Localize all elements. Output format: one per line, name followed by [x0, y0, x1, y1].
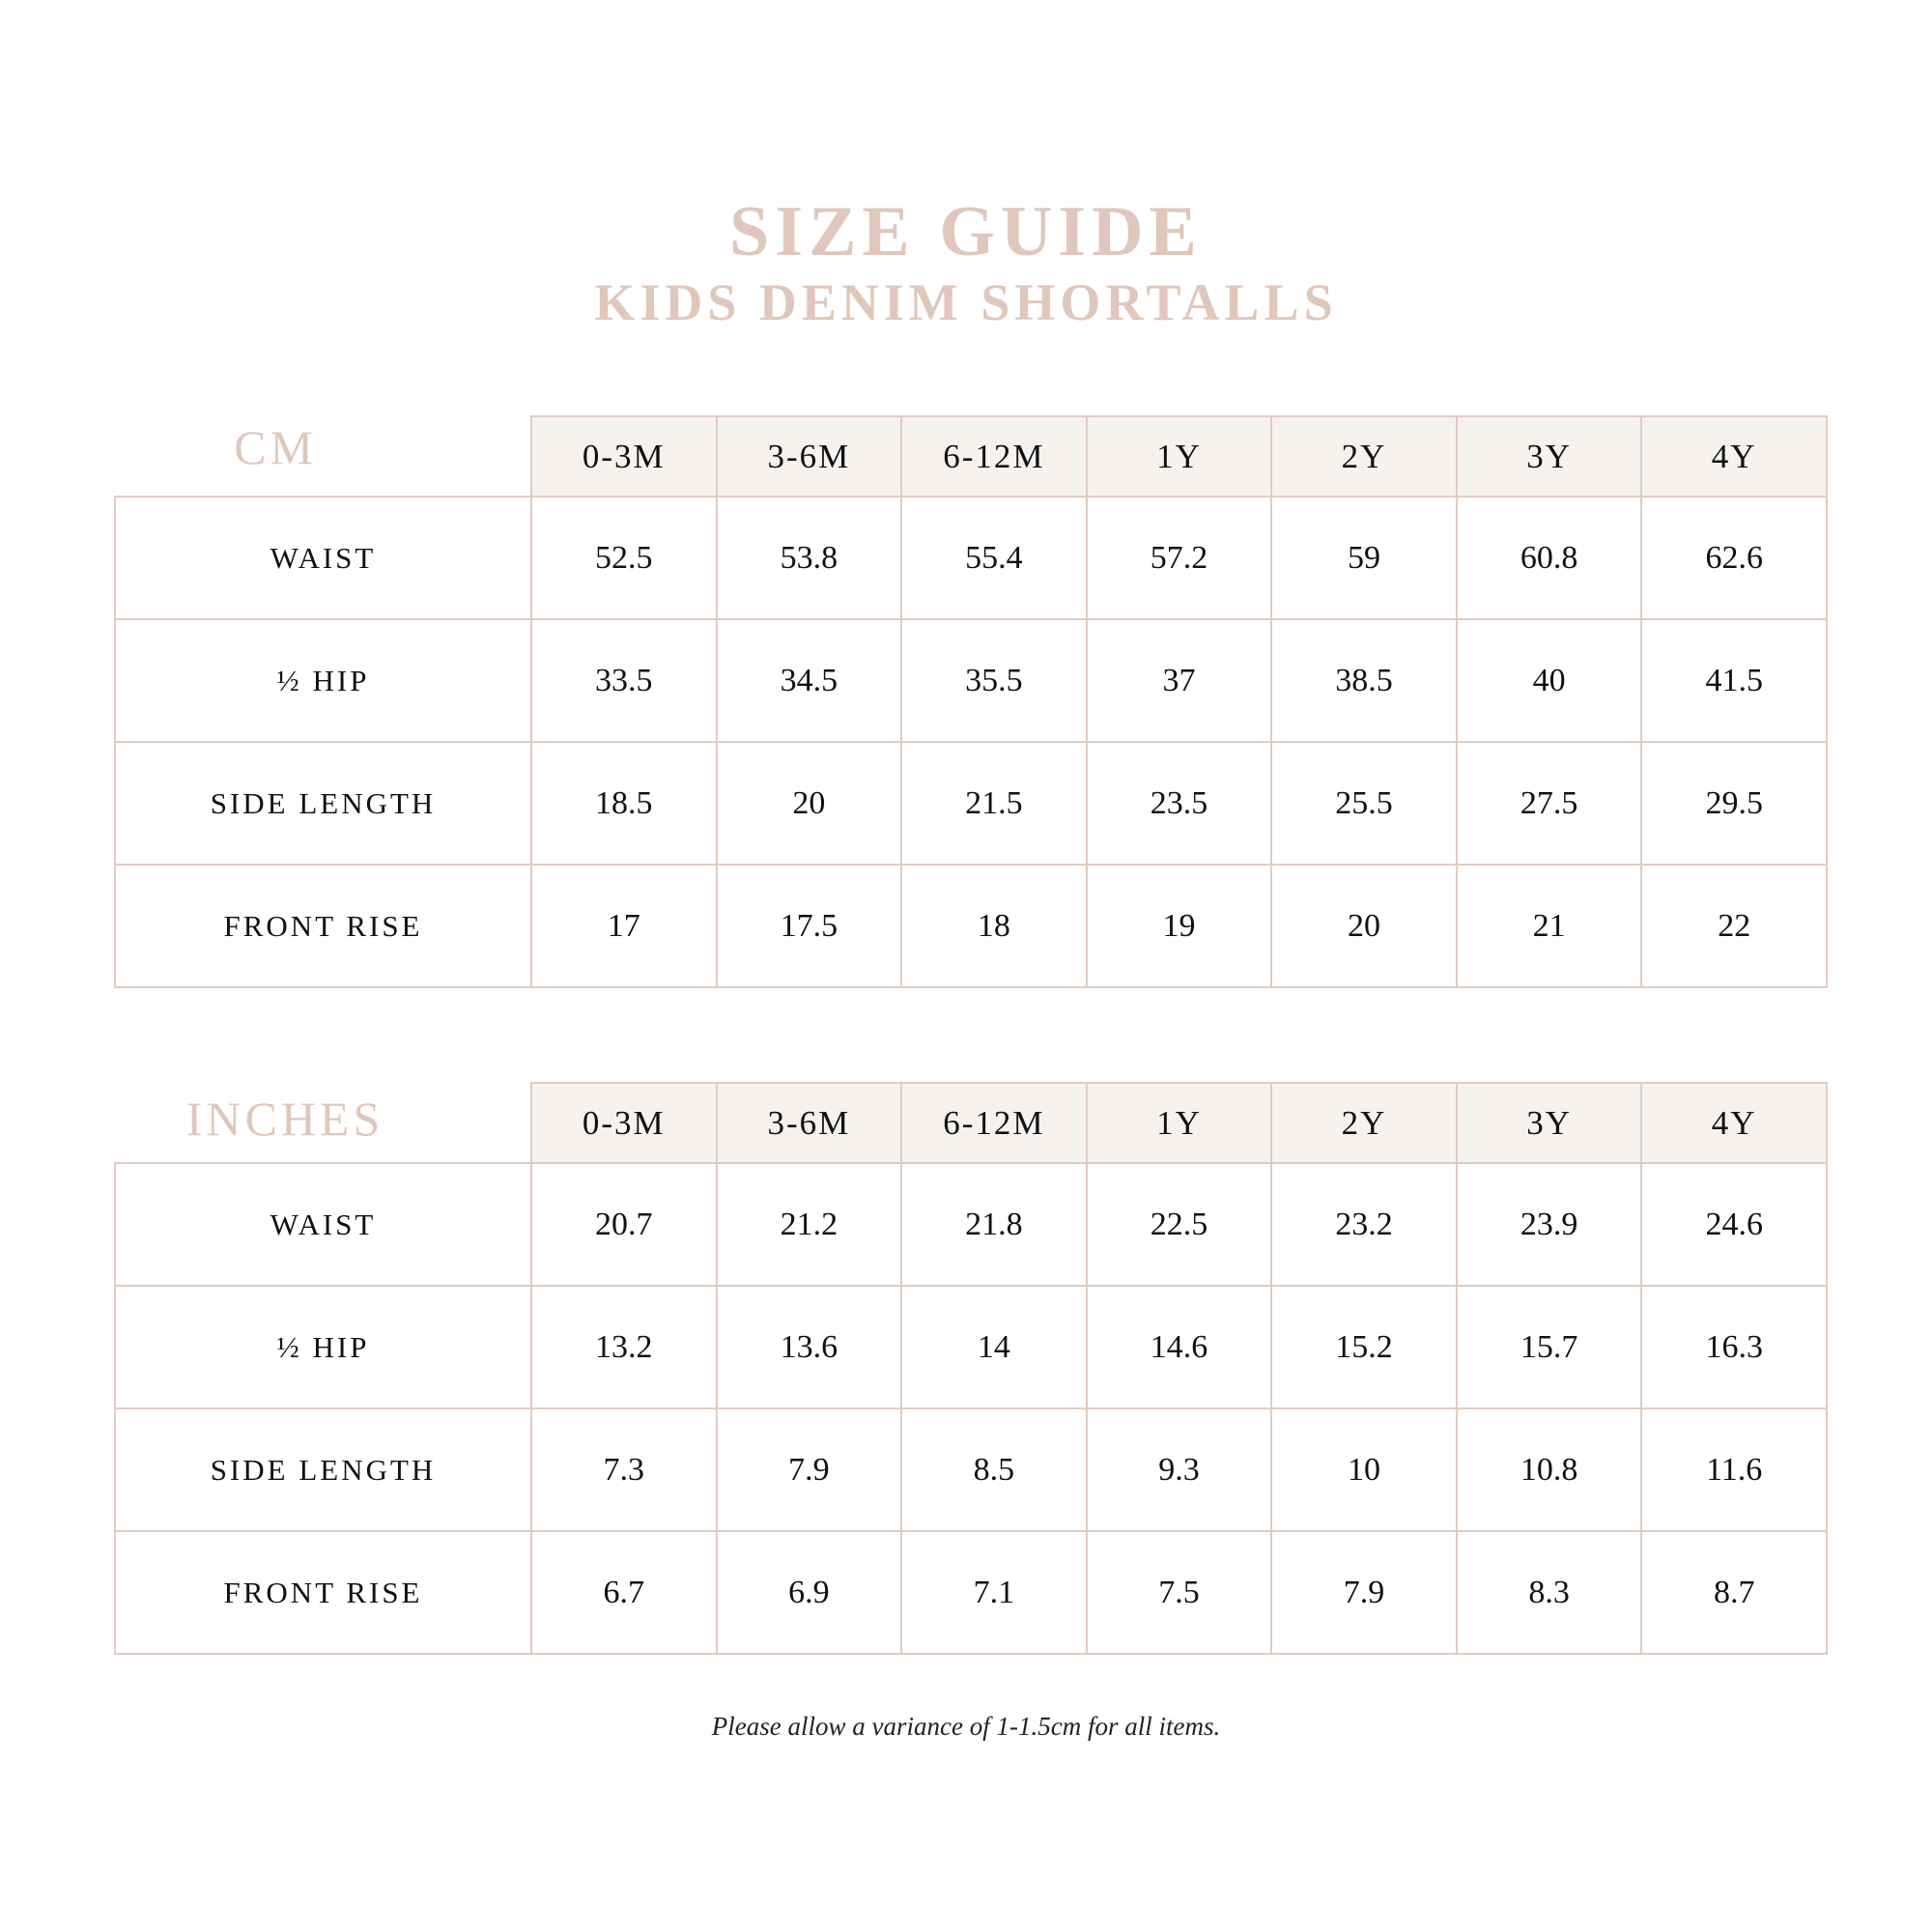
- table-cell: 24.6: [1641, 1163, 1827, 1286]
- table-cell: 34.5: [717, 619, 902, 742]
- size-header-cell: 3Y: [1457, 416, 1642, 497]
- row-label-side-length: SIDE LENGTH: [115, 742, 531, 865]
- row-label-half-hip: ½ HIP: [115, 1286, 531, 1408]
- table-cell: 40: [1457, 619, 1642, 742]
- size-header-cell: 3-6M: [717, 1083, 902, 1163]
- size-header-cell: 1Y: [1087, 416, 1272, 497]
- table-row: [115, 497, 1827, 619]
- table-cell: 7.3: [531, 1408, 717, 1531]
- table-cell: 21.2: [717, 1163, 902, 1286]
- table-cell: 18: [901, 865, 1087, 987]
- table-cell: 22.5: [1087, 1163, 1272, 1286]
- table-cell: 8.5: [901, 1408, 1087, 1531]
- table-cell: 20: [1271, 865, 1457, 987]
- table-cell: 57.2: [1087, 497, 1272, 619]
- table-cell: 15.2: [1271, 1286, 1457, 1408]
- unit-label-cm: CM: [234, 420, 317, 474]
- table-row: [115, 865, 1827, 987]
- size-table-inches: [114, 1082, 1828, 1655]
- table-cell: 25.5: [1271, 742, 1457, 865]
- table-row: [115, 742, 1827, 865]
- table-cell: 27.5: [1457, 742, 1642, 865]
- table-cell: 38.5: [1271, 619, 1457, 742]
- table-cell: 21: [1457, 865, 1642, 987]
- table-cell: 15.7: [1457, 1286, 1642, 1408]
- table-cell: 14: [901, 1286, 1087, 1408]
- size-header-cell: 6-12M: [901, 416, 1087, 497]
- table-cell: 37: [1087, 619, 1272, 742]
- size-header-cell: 3-6M: [717, 416, 902, 497]
- table-cell: 21.5: [901, 742, 1087, 865]
- table-cell: 55.4: [901, 497, 1087, 619]
- row-label-waist: WAIST: [115, 497, 531, 619]
- size-header-cell: 4Y: [1641, 1083, 1827, 1163]
- size-header-cell: 4Y: [1641, 416, 1827, 497]
- size-header-cell: 0-3M: [531, 1083, 717, 1163]
- row-label-front-rise: FRONT RISE: [115, 865, 531, 987]
- table-cell: 19: [1087, 865, 1272, 987]
- table-cell: 59: [1271, 497, 1457, 619]
- variance-note: Please allow a variance of 1-1.5cm for all items.: [711, 1712, 1221, 1741]
- table-cell: 7.1: [901, 1531, 1087, 1654]
- table-cell: 20: [717, 742, 902, 865]
- size-header-cell: 1Y: [1087, 1083, 1272, 1163]
- table-cell: 33.5: [531, 619, 717, 742]
- table-cell: 11.6: [1641, 1408, 1827, 1531]
- unit-label-inches: INCHES: [185, 1092, 384, 1146]
- table-cell: 22: [1641, 865, 1827, 987]
- table-cell: 29.5: [1641, 742, 1827, 865]
- size-header-cell: 2Y: [1271, 416, 1457, 497]
- table-cell: 7.5: [1087, 1531, 1272, 1654]
- table-cell: 13.2: [531, 1286, 717, 1408]
- table-cell: 18.5: [531, 742, 717, 865]
- size-header-cell: 6-12M: [901, 1083, 1087, 1163]
- table-cell: 10.8: [1457, 1408, 1642, 1531]
- row-label-half-hip: ½ HIP: [115, 619, 531, 742]
- table-corner: [115, 416, 531, 497]
- page-title: SIZE GUIDE: [729, 192, 1203, 271]
- table-cell: 20.7: [531, 1163, 717, 1286]
- row-label-front-rise: FRONT RISE: [115, 1531, 531, 1654]
- table-cell: 23.2: [1271, 1163, 1457, 1286]
- table-cell: 35.5: [901, 619, 1087, 742]
- table-cell: 6.9: [717, 1531, 902, 1654]
- table-cell: 7.9: [717, 1408, 902, 1531]
- table-cell: 14.6: [1087, 1286, 1272, 1408]
- table-corner: [115, 1083, 531, 1163]
- table-cell: 53.8: [717, 497, 902, 619]
- table-cell: 13.6: [717, 1286, 902, 1408]
- size-table-cm: [114, 415, 1828, 988]
- table-cell: 9.3: [1087, 1408, 1272, 1531]
- table-cell: 62.6: [1641, 497, 1827, 619]
- table-cell: 41.5: [1641, 619, 1827, 742]
- size-header-cell: 2Y: [1271, 1083, 1457, 1163]
- table-cell: 60.8: [1457, 497, 1642, 619]
- size-header-row: [115, 1083, 1827, 1163]
- table-row: [115, 1531, 1827, 1654]
- table-cell: 21.8: [901, 1163, 1087, 1286]
- table-cell: 17: [531, 865, 717, 987]
- table-cell: 23.9: [1457, 1163, 1642, 1286]
- size-header-row: [115, 416, 1827, 497]
- table-cell: 6.7: [531, 1531, 717, 1654]
- table-cell: 17.5: [717, 865, 902, 987]
- table-cell: 7.9: [1271, 1531, 1457, 1654]
- row-label-side-length: SIDE LENGTH: [115, 1408, 531, 1531]
- table-row: [115, 619, 1827, 742]
- table-row: [115, 1163, 1827, 1286]
- page-subtitle: KIDS DENIM SHORTALLS: [594, 273, 1338, 331]
- table-row: [115, 1286, 1827, 1408]
- table-cell: 52.5: [531, 497, 717, 619]
- size-header-cell: 0-3M: [531, 416, 717, 497]
- table-cell: 10: [1271, 1408, 1457, 1531]
- table-cell: 8.7: [1641, 1531, 1827, 1654]
- row-label-waist: WAIST: [115, 1163, 531, 1286]
- table-cell: 8.3: [1457, 1531, 1642, 1654]
- size-header-cell: 3Y: [1457, 1083, 1642, 1163]
- table-cell: 16.3: [1641, 1286, 1827, 1408]
- table-row: [115, 1408, 1827, 1531]
- table-cell: 23.5: [1087, 742, 1272, 865]
